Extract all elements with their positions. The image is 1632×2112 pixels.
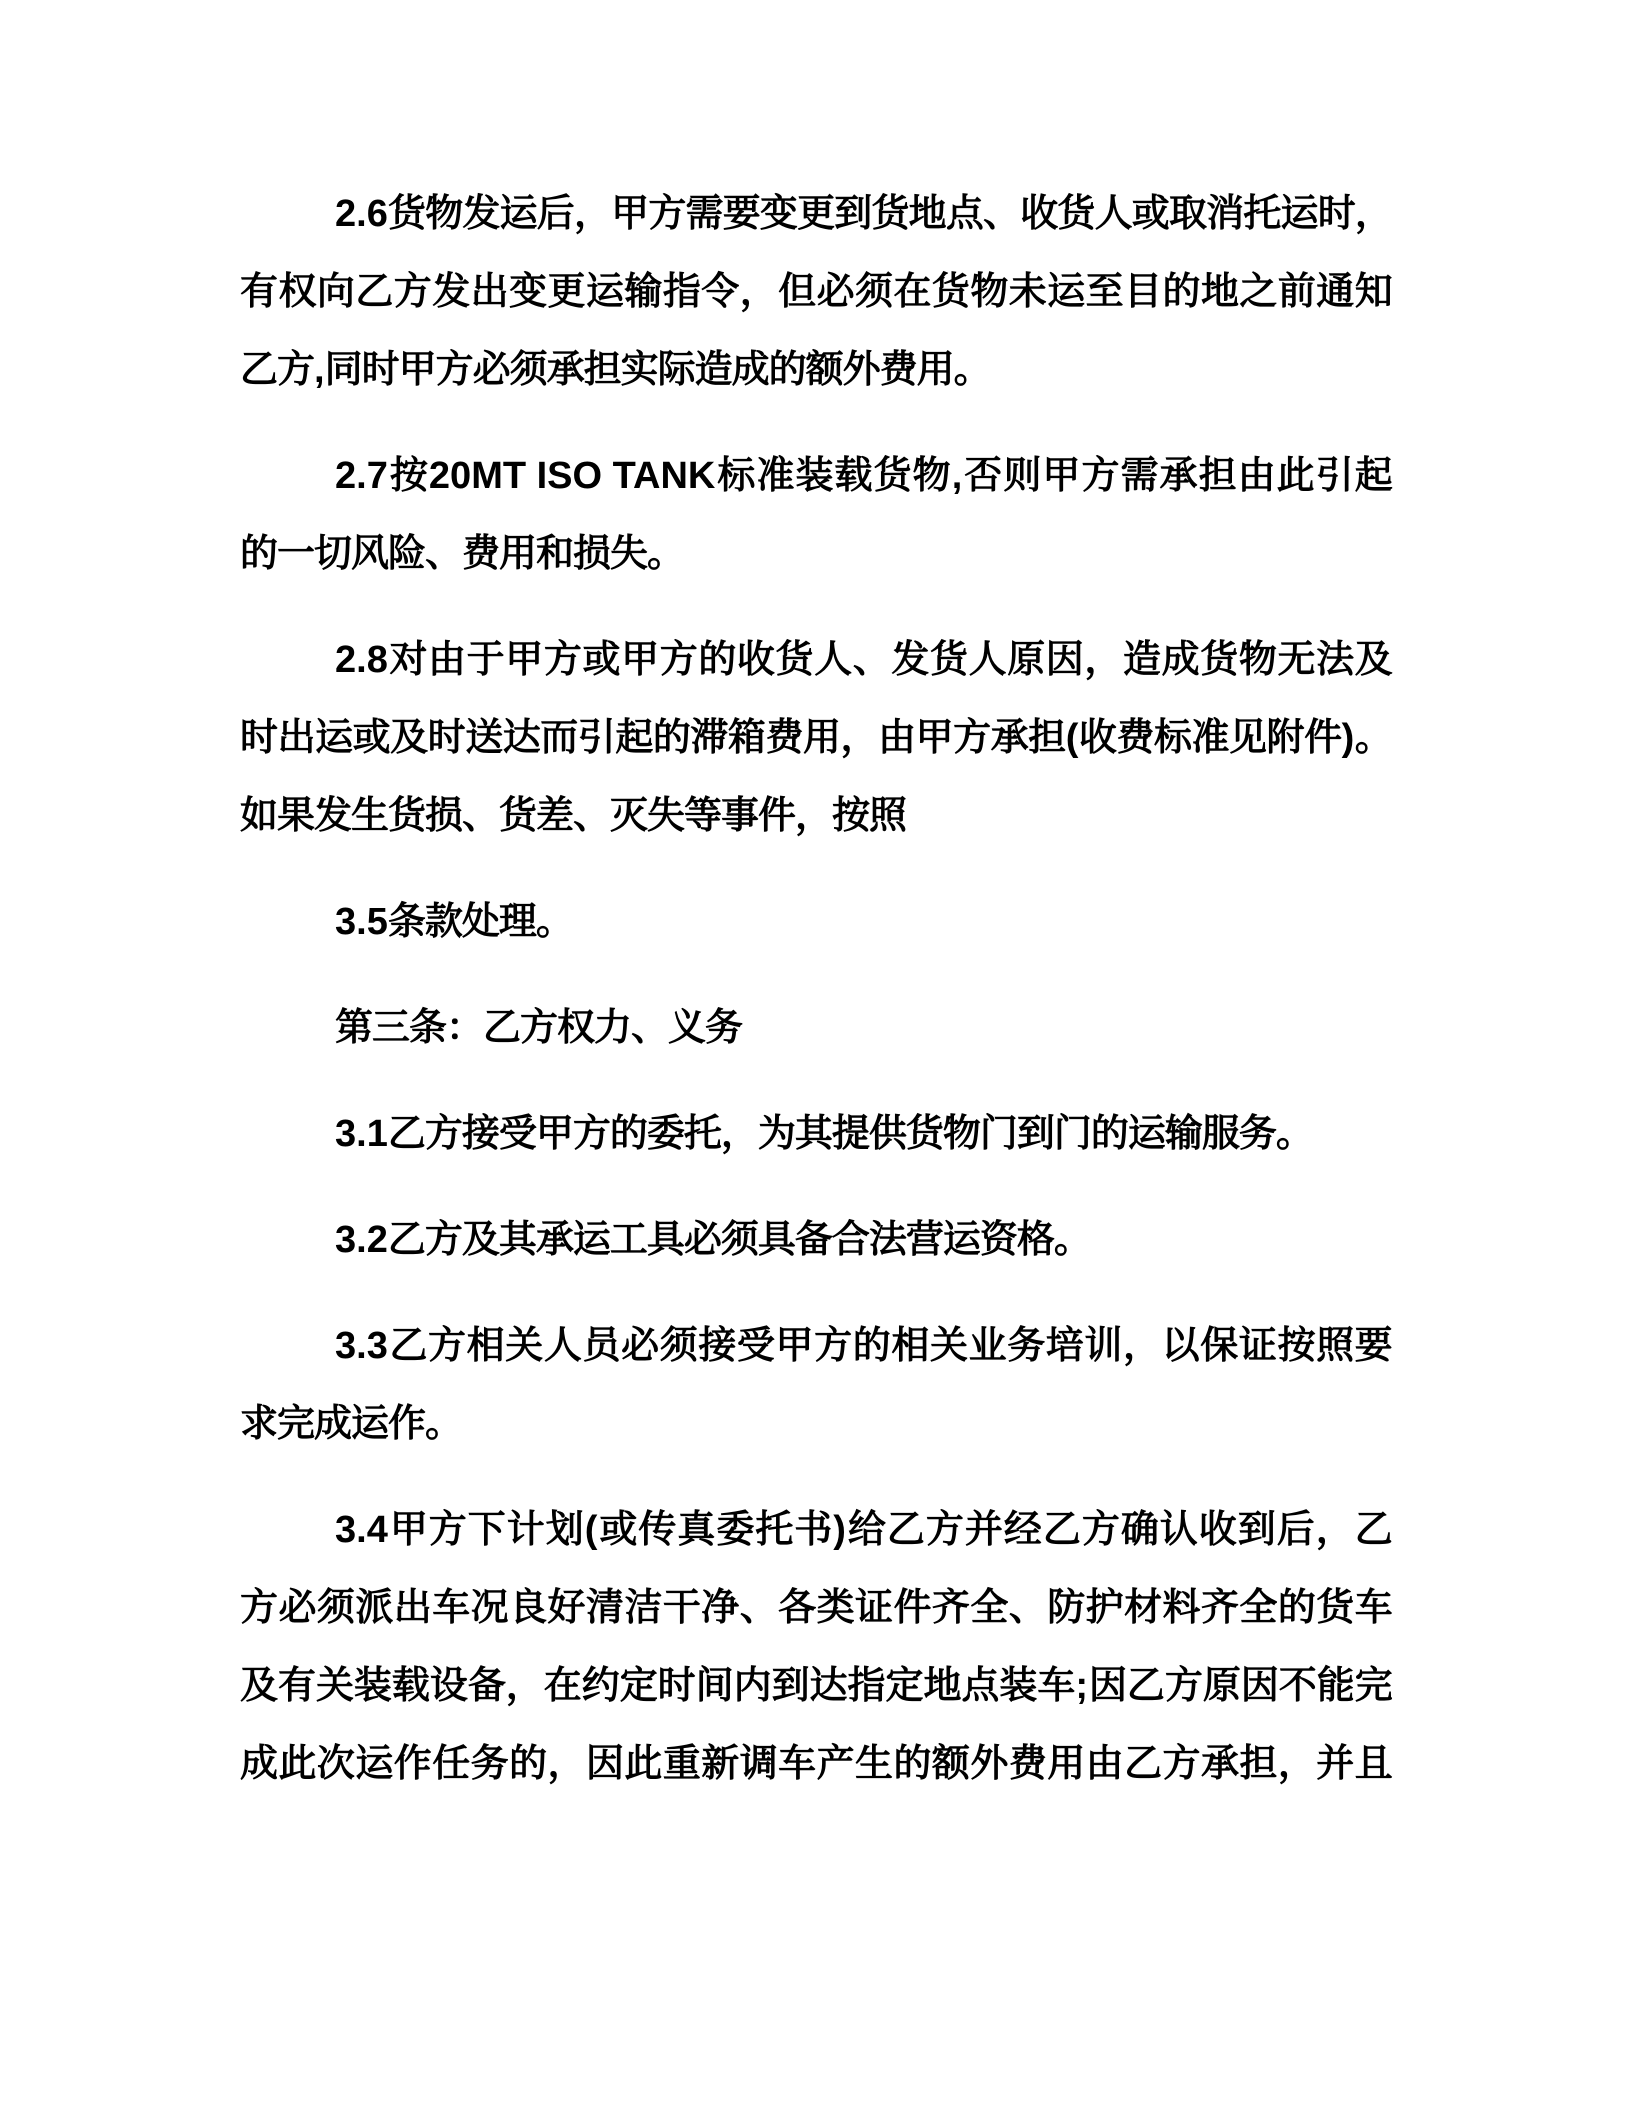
text-line: 3.1乙方接受甲方的委托，为其提供货物门到门的运输服务。 (335, 1113, 1314, 1155)
text-line: 3.3 乙 方 相 关 人 员 必 须 接 受 甲 方 的 相 关 业 务 培 训 ， 以 保 证 按 照 要 (335, 1325, 1393, 1367)
clause-3-1 (240, 1095, 1392, 1173)
text-line: 3.5条款处理。 (335, 901, 574, 943)
text-line: 第三条：乙方权力、义务 (335, 1007, 744, 1049)
text-line: 2.6 货 物 发 运 后 ， 甲 方 需 要 变 更 到 货 地 点 、 收 货 人 或 取 消 托 运 时 ， (335, 193, 1393, 235)
clause-2-7 (240, 437, 1392, 593)
text-line: 方 必 须 派 出 车 况 良 好 清 洁 干 净 、 各 类 证 件 齐 全 、 防 护 材 料 齐 全 的 货 车 (240, 1587, 1393, 1629)
clause-3-4 (240, 1491, 1392, 1803)
text-line: 及 有 关 装 载 设 备 ， 在 约 定 时 间 内 到 达 指 定 地 点 装 车 ; 因 乙 方 原 因 不 能 完 (240, 1665, 1393, 1707)
document-body (240, 175, 1392, 1831)
text-line: 3.4 甲 方 下 计 划 ( 或 传 真 委 托 书 ) 给 乙 方 并 经 乙 方 确 认 收 到 后 ， 乙 (335, 1509, 1393, 1551)
text-line: 3.2乙方及其承运工具必须具备合法营运资格。 (335, 1219, 1092, 1261)
clause-3-2 (240, 1201, 1392, 1279)
clause-3-3 (240, 1307, 1392, 1463)
text-line: 2.7 按 20MT ISO TANK 标 准 装 载 货 物 , 否 则 甲 方 需 承 担 由 此 引 起 (335, 455, 1393, 497)
article-3-heading (240, 989, 1392, 1067)
text-line: 2.8 对 由 于 甲 方 或 甲 方 的 收 货 人 、 发 货 人 原 因 ， 造 成 货 物 无 法 及 (335, 639, 1393, 681)
clause-2-6 (240, 175, 1392, 409)
text-line: 的一切风险、费用和损失。 (240, 533, 686, 575)
text-line: 有 权 向 乙 方 发 出 变 更 运 输 指 令 ， 但 必 须 在 货 物 未 运 至 目 的 地 之 前 通 知 (240, 271, 1393, 313)
text-line: 成 此 次 运 作 任 务 的 ， 因 此 重 新 调 车 产 生 的 额 外 费 用 由 乙 方 承 担 ， 并 且 (240, 1743, 1393, 1785)
text-line: 如果发生货损、货差、灭失等事件，按照 (240, 795, 908, 837)
clause-3-5-reference (240, 883, 1392, 961)
text-line: 乙方,同时甲方必须承担实际造成的额外费用。 (240, 349, 992, 391)
clause-2-8 (240, 621, 1392, 855)
text-line: 求完成运作。 (240, 1403, 464, 1445)
text-line: 时 出 运 或 及 时 送 达 而 引 起 的 滞 箱 费 用 ， 由 甲 方 承 担 ( 收 费 标 准 见 附 件 ) 。 (240, 717, 1393, 759)
